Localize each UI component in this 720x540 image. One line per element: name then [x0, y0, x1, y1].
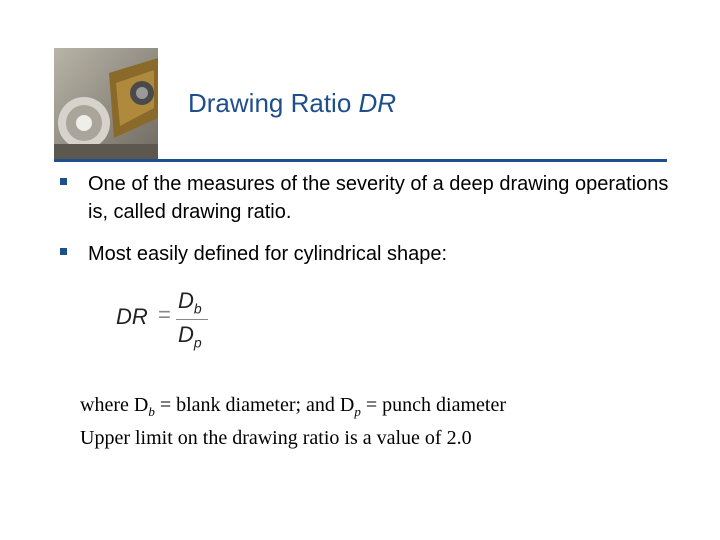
where-line	[80, 392, 506, 425]
bullet-text-1: One of the measures of the severity of a deep drawing operations is, called drawing ratio.	[88, 173, 669, 223]
square-bullet-icon	[60, 178, 67, 185]
numerator-subscript: b	[193, 300, 202, 317]
bullet-text-2: Most easily defined for cylindrical shape:	[88, 243, 448, 265]
definition-text	[80, 392, 506, 451]
where-sub-b: b	[148, 404, 155, 419]
where-part-1: where D	[80, 394, 149, 416]
denominator-symbol: D	[178, 322, 194, 347]
title-underline	[54, 159, 667, 162]
slide-title-italic: DR	[358, 88, 397, 118]
drawing-ratio-formula	[116, 288, 226, 358]
where-part-3: = punch diameter	[360, 394, 506, 416]
header-photo	[54, 48, 158, 160]
slide-title-main: Drawing Ratio	[188, 88, 359, 118]
formula-equals: =	[158, 302, 171, 327]
formula-denominator	[178, 322, 202, 350]
limit-line: Upper limit on the drawing ratio is a value of 2.0	[80, 427, 472, 449]
numerator-symbol: D	[178, 288, 194, 313]
slide-title	[188, 88, 396, 119]
formula-lhs: DR	[116, 304, 148, 329]
where-part-2: = blank diameter; and D	[154, 394, 355, 416]
formula-numerator	[178, 288, 202, 316]
square-bullet-icon	[60, 248, 67, 255]
where-sub-p: p	[354, 404, 361, 419]
denominator-subscript: p	[193, 334, 202, 351]
fraction-bar	[176, 319, 208, 320]
